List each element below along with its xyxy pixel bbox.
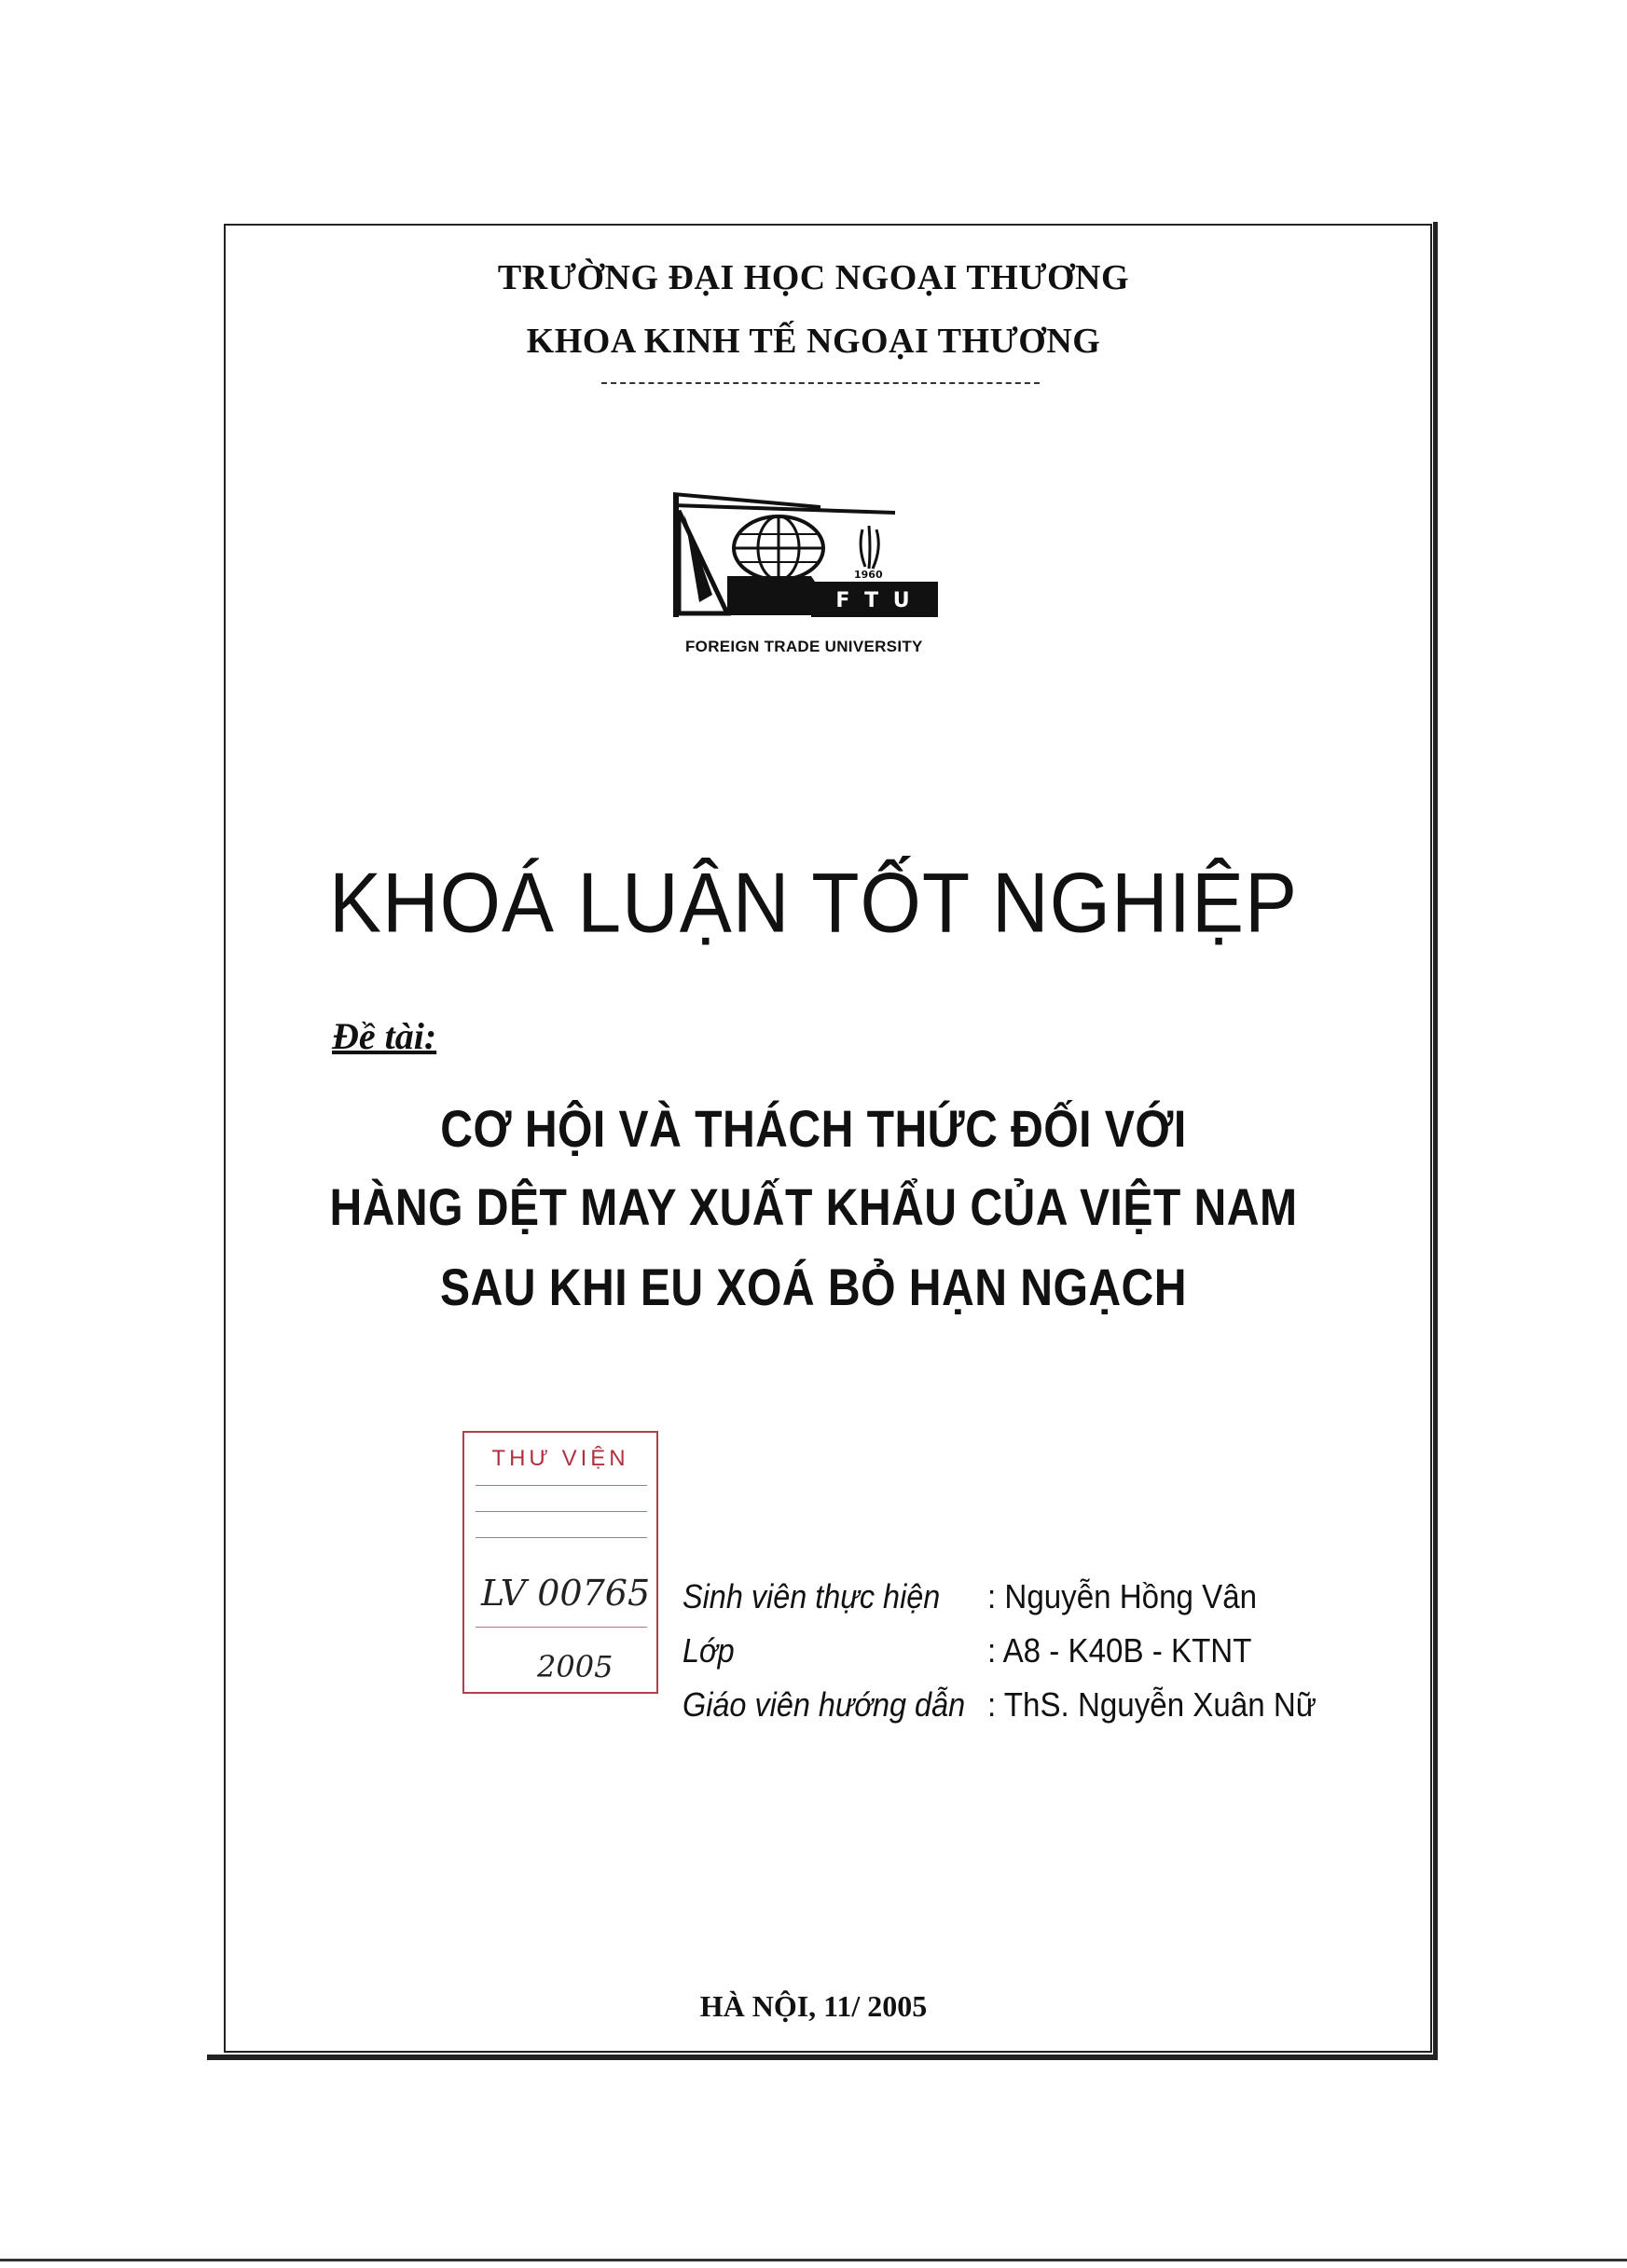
topic-label: Đề tài: <box>332 1015 437 1057</box>
info-value: : ThS. Nguyễn Xuân Nữ <box>987 1685 1317 1724</box>
logo-badge: F T U <box>835 589 914 612</box>
stamp-rule <box>476 1511 647 1512</box>
scan-edge <box>0 2259 1627 2261</box>
header-divider <box>601 382 1040 384</box>
info-label: Sinh viên thực hiện <box>683 1577 941 1615</box>
stamp-title: THƯ VIỆN <box>491 1446 629 1471</box>
info-value: : Nguyễn Hồng Vân <box>987 1577 1258 1615</box>
info-value: : A8 - K40B - KTNT <box>987 1631 1252 1670</box>
info-label: Lớp <box>683 1631 735 1670</box>
stamp-number: LV 00765 <box>481 1573 651 1614</box>
thesis-title-line-2: HÀNG DỆT MAY XUẤT KHẨU CỦA VIỆT NAM <box>329 1177 1298 1236</box>
ftu-logo <box>671 492 942 660</box>
thesis-title-line-1: CƠ HỘI VÀ THÁCH THỨC ĐỐI VỚI <box>440 1099 1187 1158</box>
logo-caption: FOREIGN TRADE UNIVERSITY <box>685 638 923 655</box>
faculty-name: KHOA KINH TẾ NGOẠI THƯƠNG <box>526 322 1101 361</box>
logo-year: 1960 <box>854 569 883 581</box>
stamp-rule <box>476 1485 647 1486</box>
university-name: TRƯỜNG ĐẠI HỌC NGOẠI THƯƠNG <box>497 258 1130 297</box>
place-date: HÀ NỘI, 11/ 2005 <box>699 1989 928 2023</box>
document-type: KHOÁ LUẬN TỐT NGHIỆP <box>328 855 1299 950</box>
thesis-title-line-3: SAU KHI EU XOÁ BỎ HẠN NGẠCH <box>440 1258 1187 1316</box>
stamp-rule <box>476 1537 647 1538</box>
info-label: Giáo viên hướng dẫn <box>683 1685 966 1724</box>
stamp-rule <box>476 1627 647 1628</box>
library-stamp <box>462 1431 658 1694</box>
stamp-year: 2005 <box>537 1649 614 1684</box>
